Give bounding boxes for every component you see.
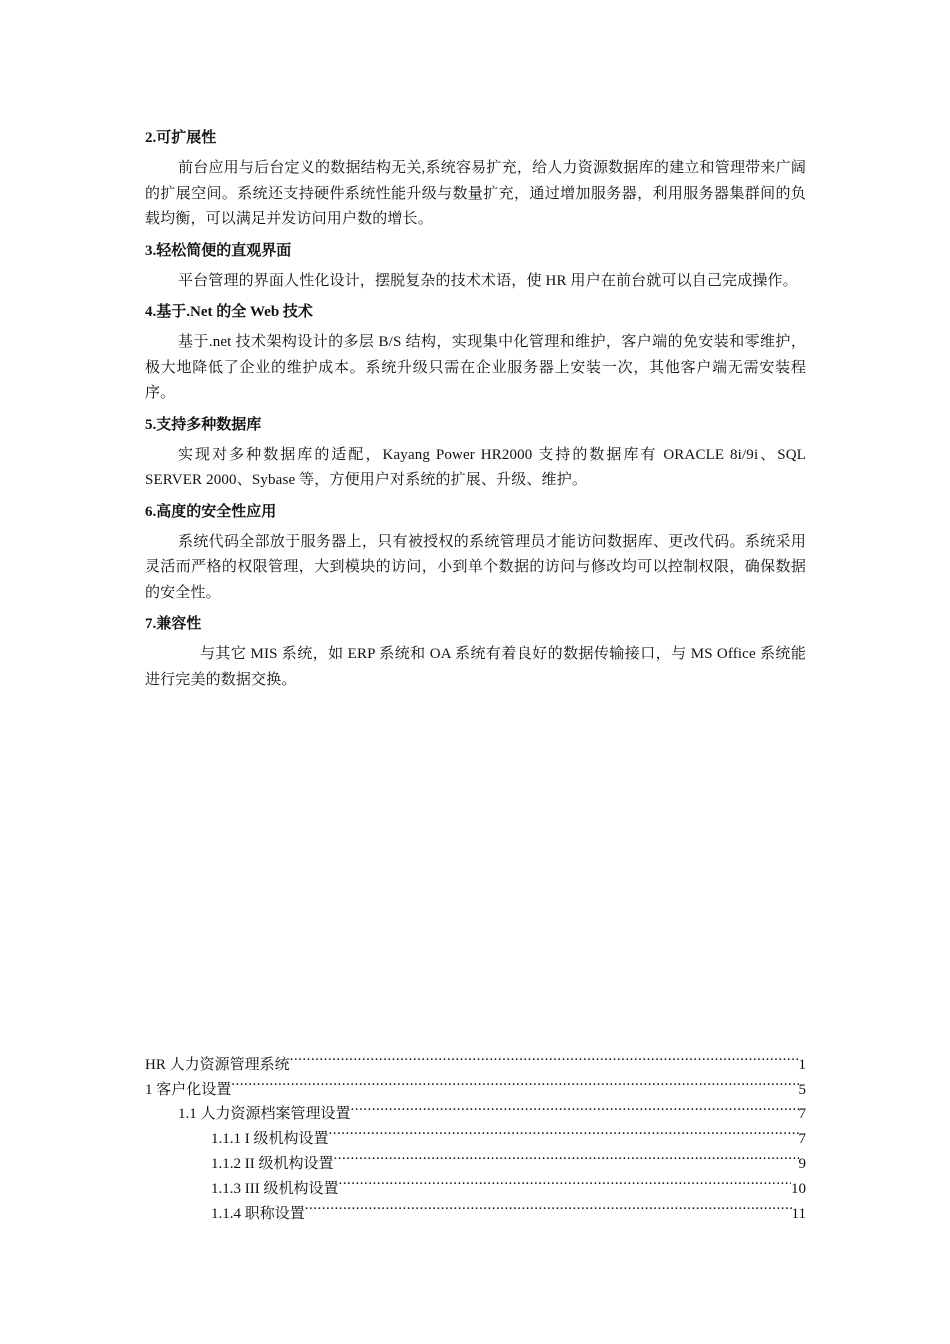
feature-list (145, 126, 806, 699)
toc-entry-label: 1 客户化设置 (145, 1081, 232, 1098)
section-heading: 6.高度的安全性应用 (145, 503, 277, 520)
section-scalability (145, 126, 806, 233)
toc-entry-page: 1 (798, 1056, 806, 1073)
toc-leader-dots (231, 1069, 798, 1094)
toc-entry-label: 1.1.3 III 级机构设置 (211, 1180, 339, 1197)
section-heading: 5.支持多种数据库 (145, 416, 262, 433)
toc-entry-page: 9 (798, 1155, 806, 1172)
toc-leader-dots (334, 1143, 799, 1168)
toc-leader-dots (290, 1044, 799, 1069)
toc-entry-label: 1.1.4 职称设置 (211, 1205, 305, 1222)
toc-entry-page: 11 (791, 1205, 806, 1222)
toc-entry-page: 7 (798, 1131, 806, 1148)
section-security (145, 500, 806, 607)
toc-leader-dots (351, 1094, 799, 1119)
section-interface (145, 239, 806, 295)
section-heading: 3.轻松简便的直观界面 (145, 242, 292, 259)
toc-entry-page: 7 (798, 1106, 806, 1123)
toc-entry-page: 5 (798, 1081, 806, 1098)
section-web-technology (145, 300, 806, 407)
toc-leader-dots (305, 1193, 792, 1218)
toc-leader-dots (339, 1168, 792, 1193)
table-of-contents (145, 1044, 806, 1222)
section-body: 系统代码全部放于服务器上，只有被授权的系统管理员才能访问数据库、更改代码。系统采用灵活而严格的权限管理，大到模块的访问，小到单个数据的访问与修改均可以控制权限，确保数据的安全性。 (145, 533, 806, 601)
toc-entry-label: 1.1.1 I 级机构设置 (211, 1131, 329, 1148)
toc-entry-label: 1.1 人力资源档案管理设置 (178, 1106, 351, 1123)
section-body: 与其它 MIS 系统，如 ERP 系统和 OA 系统有着良好的数据传输接口，与 MS Office 系统能进行完美的数据交换。 (145, 646, 806, 688)
section-heading: 4.基于.Net 的全 Web 技术 (145, 304, 313, 320)
section-heading: 7.兼容性 (145, 616, 202, 632)
toc-entry[interactable] (145, 1069, 806, 1098)
section-body: 前台应用与后台定义的数据结构无关,系统容易扩充，给人力资源数据库的建立和管理带来广阔的扩展空间。系统还支持硬件系统性能升级与数量扩充，通过增加服务器，利用服务器集群间的负载均衡，可以满足并发访问用户数的增长。 (145, 160, 806, 227)
section-body: 实现对多种数据库的适配，Kayang Power HR2000 支持的数据库有 ORACLE 8i/9i、SQL SERVER 2000、Sybase 等，方便用户对系统的扩展、升级、维护。 (145, 446, 806, 488)
toc-entry[interactable] (145, 1094, 806, 1123)
toc-entry-page: 10 (791, 1180, 806, 1197)
section-compatibility (145, 612, 806, 693)
toc-leader-dots (329, 1118, 799, 1143)
toc-entry-label: 1.1.2 II 级机构设置 (211, 1155, 334, 1172)
toc-entry[interactable] (145, 1044, 806, 1073)
section-body: 平台管理的界面人性化设计，摆脱复杂的技术术语，使 HR 用户在前台就可以自己完成操作。 (178, 272, 798, 289)
section-databases (145, 413, 806, 494)
toc-entry-label: HR 人力资源管理系统 (145, 1056, 290, 1073)
section-body: 基于.net 技术架构设计的多层 B/S 结构，实现集中化管理和维护，客户端的免安装和零维护，极大地降低了企业的维护成本。系统升级只需在企业服务器上安装一次，其他客户端无需安装程序。 (145, 334, 806, 401)
section-heading: 2.可扩展性 (145, 130, 217, 146)
